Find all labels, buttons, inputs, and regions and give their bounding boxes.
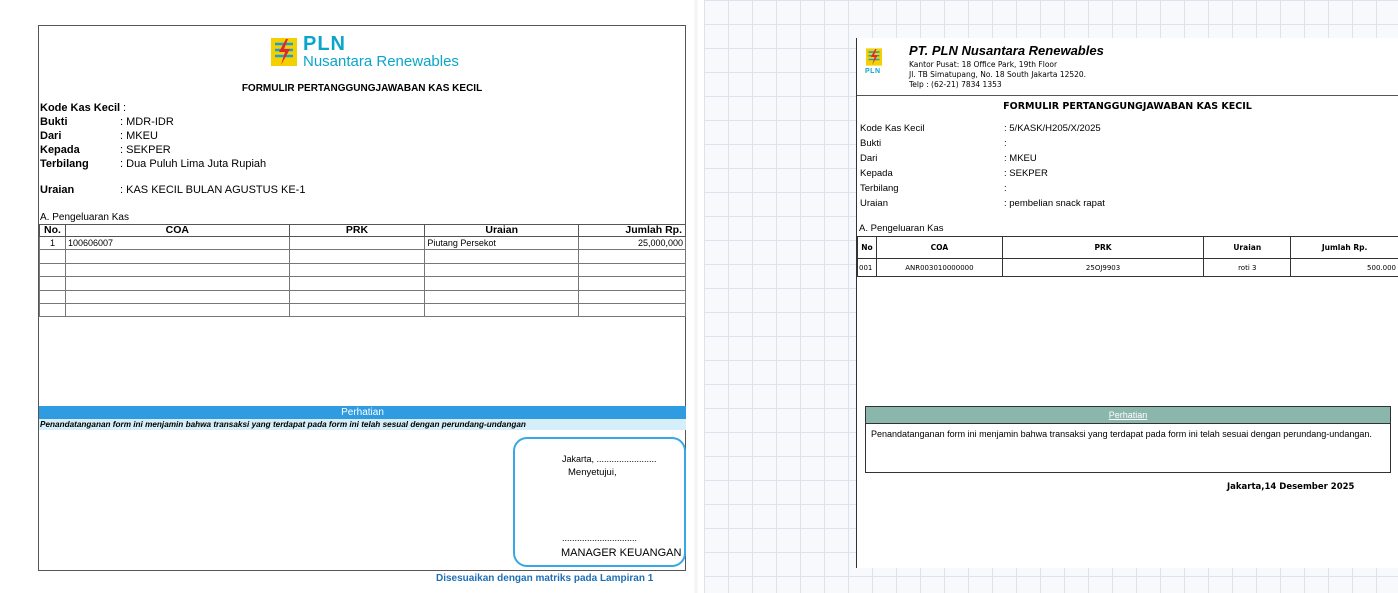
field-kode-kas-kecil [860,123,1101,134]
cell-empty [425,303,579,316]
form-title: FORMULIR PERTANGGUNGJAWABAN KAS KECIL [1003,101,1252,112]
table-header-row [858,237,1398,259]
field-value: MKEU [126,130,158,142]
sign-agree: Menyetujui, [568,467,617,478]
footnote: Disesuaikan dengan matriks pada Lampiran 1 [436,573,654,584]
address-line: Telp : (62-21) 7834 1353 [909,80,1002,89]
field-label: Dari [860,153,878,164]
cell-empty [289,290,425,303]
perhatian-box [865,406,1391,473]
field-label: Uraian [40,184,75,196]
panel-divider [694,0,698,593]
col-header-no: No. [40,225,66,237]
cell-empty [425,290,579,303]
table-row [40,237,686,250]
field-label: Terbilang [40,158,89,170]
col-header-uraian: Uraian [1204,237,1291,259]
cell-coa: ANR003010000000 [876,259,1002,277]
section-pengeluaran-kas: A. Pengeluaran Kas [40,212,129,223]
field-label: Kode Kas Kecil [40,102,121,114]
col-header-uraian: Uraian [425,225,579,237]
perhatian-text: Penandatanganan form ini menjamin bahwa transaksi yang terdapat pada form ini telah sesuai dengan perundang-undangan. [871,429,1372,439]
field-bukti [860,138,1007,149]
expense-table [39,224,686,317]
field-colon: : [120,184,124,196]
field-label: Bukti [860,138,882,149]
cell-coa: 100606007 [65,237,289,250]
cell-empty [40,290,66,303]
field-value: : 5/KASK/H205/X/2025 [1004,123,1101,134]
company-header [857,38,1398,96]
col-header-coa: COA [65,225,289,237]
field-label: Bukti [40,116,68,128]
cell-empty [40,263,66,276]
logo-text: PLN [865,68,881,75]
cell-empty [425,277,579,290]
field-value: : pembelian snack rapat [1004,198,1105,209]
col-header-jumlah: Jumlah Rp. [1291,237,1398,259]
field-colon: : [120,116,124,128]
field-label: Kepada [40,144,80,156]
cell-empty [65,263,289,276]
field-value: SEKPER [126,144,171,156]
field-kepada [860,168,1048,179]
field-colon: : [120,158,124,170]
left-petty-cash-form [38,25,686,571]
cell-empty [579,290,686,303]
address-line: Jl. TB Simatupang, No. 18 South Jakarta 12520. [909,70,1087,79]
signature-box [513,437,686,567]
cell-jumlah: 25,000,000 [579,237,686,250]
table-row [40,303,686,316]
table-row [40,250,686,263]
field-value: : SEKPER [1004,168,1048,179]
table-row [40,290,686,303]
address-line: Kantor Pusat: 18 Office Park, 19th Floor [909,60,1058,69]
cell-empty [40,303,66,316]
field-label: Uraian [860,198,888,209]
field-colon: : [120,130,124,142]
field-label: Terbilang [860,183,899,194]
field-label: Dari [40,130,62,142]
sign-line: .............................. [562,533,638,543]
col-header-no: No [858,237,877,259]
cell-no: 1 [40,237,66,250]
cell-uraian: Piutang Persekot [425,237,579,250]
cell-empty [289,263,425,276]
field-label: Kepada [860,168,893,179]
cell-empty [65,290,289,303]
cell-no: 001 [858,259,877,277]
perhatian-header: Perhatian [866,407,1390,424]
cell-empty [40,277,66,290]
cell-prk: 25OJ9903 [1002,259,1204,277]
table-row [40,277,686,290]
cell-empty [579,250,686,263]
field-value: Dua Puluh Lima Juta Rupiah [126,158,267,170]
field-colon: : [120,144,124,156]
expense-table [857,236,1398,277]
cell-empty [579,303,686,316]
pln-logo-small [865,48,889,88]
sign-city-date: Jakarta, ........................ [562,454,657,464]
field-value: KAS KECIL BULAN AGUSTUS KE-1 [126,184,306,196]
table-row [40,263,686,276]
perhatian-header: Perhatian [39,406,686,419]
col-header-jumlah: Jumlah Rp. [579,225,686,237]
cell-empty [579,263,686,276]
col-header-prk: PRK [289,225,425,237]
pln-lightning-icon [866,48,882,66]
logo-word-nusantara: Nusantara Renewables [303,53,459,70]
field-terbilang [860,183,1007,194]
field-dari [860,153,1037,164]
field-uraian [860,198,1105,209]
logo-word-pln: PLN [303,33,346,55]
form-title: FORMULIR PERTANGGUNGJAWABAN KAS KECIL [241,83,483,94]
field-value: MDR-IDR [126,116,174,128]
field-colon: : [123,102,127,114]
cell-empty [289,303,425,316]
field-value: : [1004,138,1007,149]
cell-empty [40,250,66,263]
company-name: PT. PLN Nusantara Renewables [909,43,1104,58]
pln-lightning-icon [271,38,297,66]
col-header-prk: PRK [1002,237,1204,259]
cell-prk [289,237,425,250]
table-header-row [40,225,686,237]
perhatian-text: Penandatanganan form ini menjamin bahwa transaksi yang terdapat pada form ini telah sesual dengan perundang-undangan [39,419,686,430]
cell-empty [65,250,289,263]
cell-empty [65,277,289,290]
cell-uraian: roti 3 [1204,259,1291,277]
cell-empty [289,250,425,263]
cell-empty [289,277,425,290]
cell-empty [65,303,289,316]
cell-empty [425,250,579,263]
col-header-coa: COA [876,237,1002,259]
field-value: : [1004,183,1007,194]
section-pengeluaran-kas: A. Pengeluaran Kas [859,223,944,234]
field-value: : MKEU [1004,153,1037,164]
cell-empty [579,277,686,290]
right-petty-cash-form [856,38,1398,568]
cell-jumlah: 500.000 [1291,259,1398,277]
table-row [858,259,1398,277]
sign-city-date: Jakarta,14 Desember 2025 [1227,482,1355,492]
cell-empty [425,263,579,276]
field-label: Kode Kas Kecil [860,123,925,134]
sign-role: MANAGER KEUANGAN [561,547,682,559]
